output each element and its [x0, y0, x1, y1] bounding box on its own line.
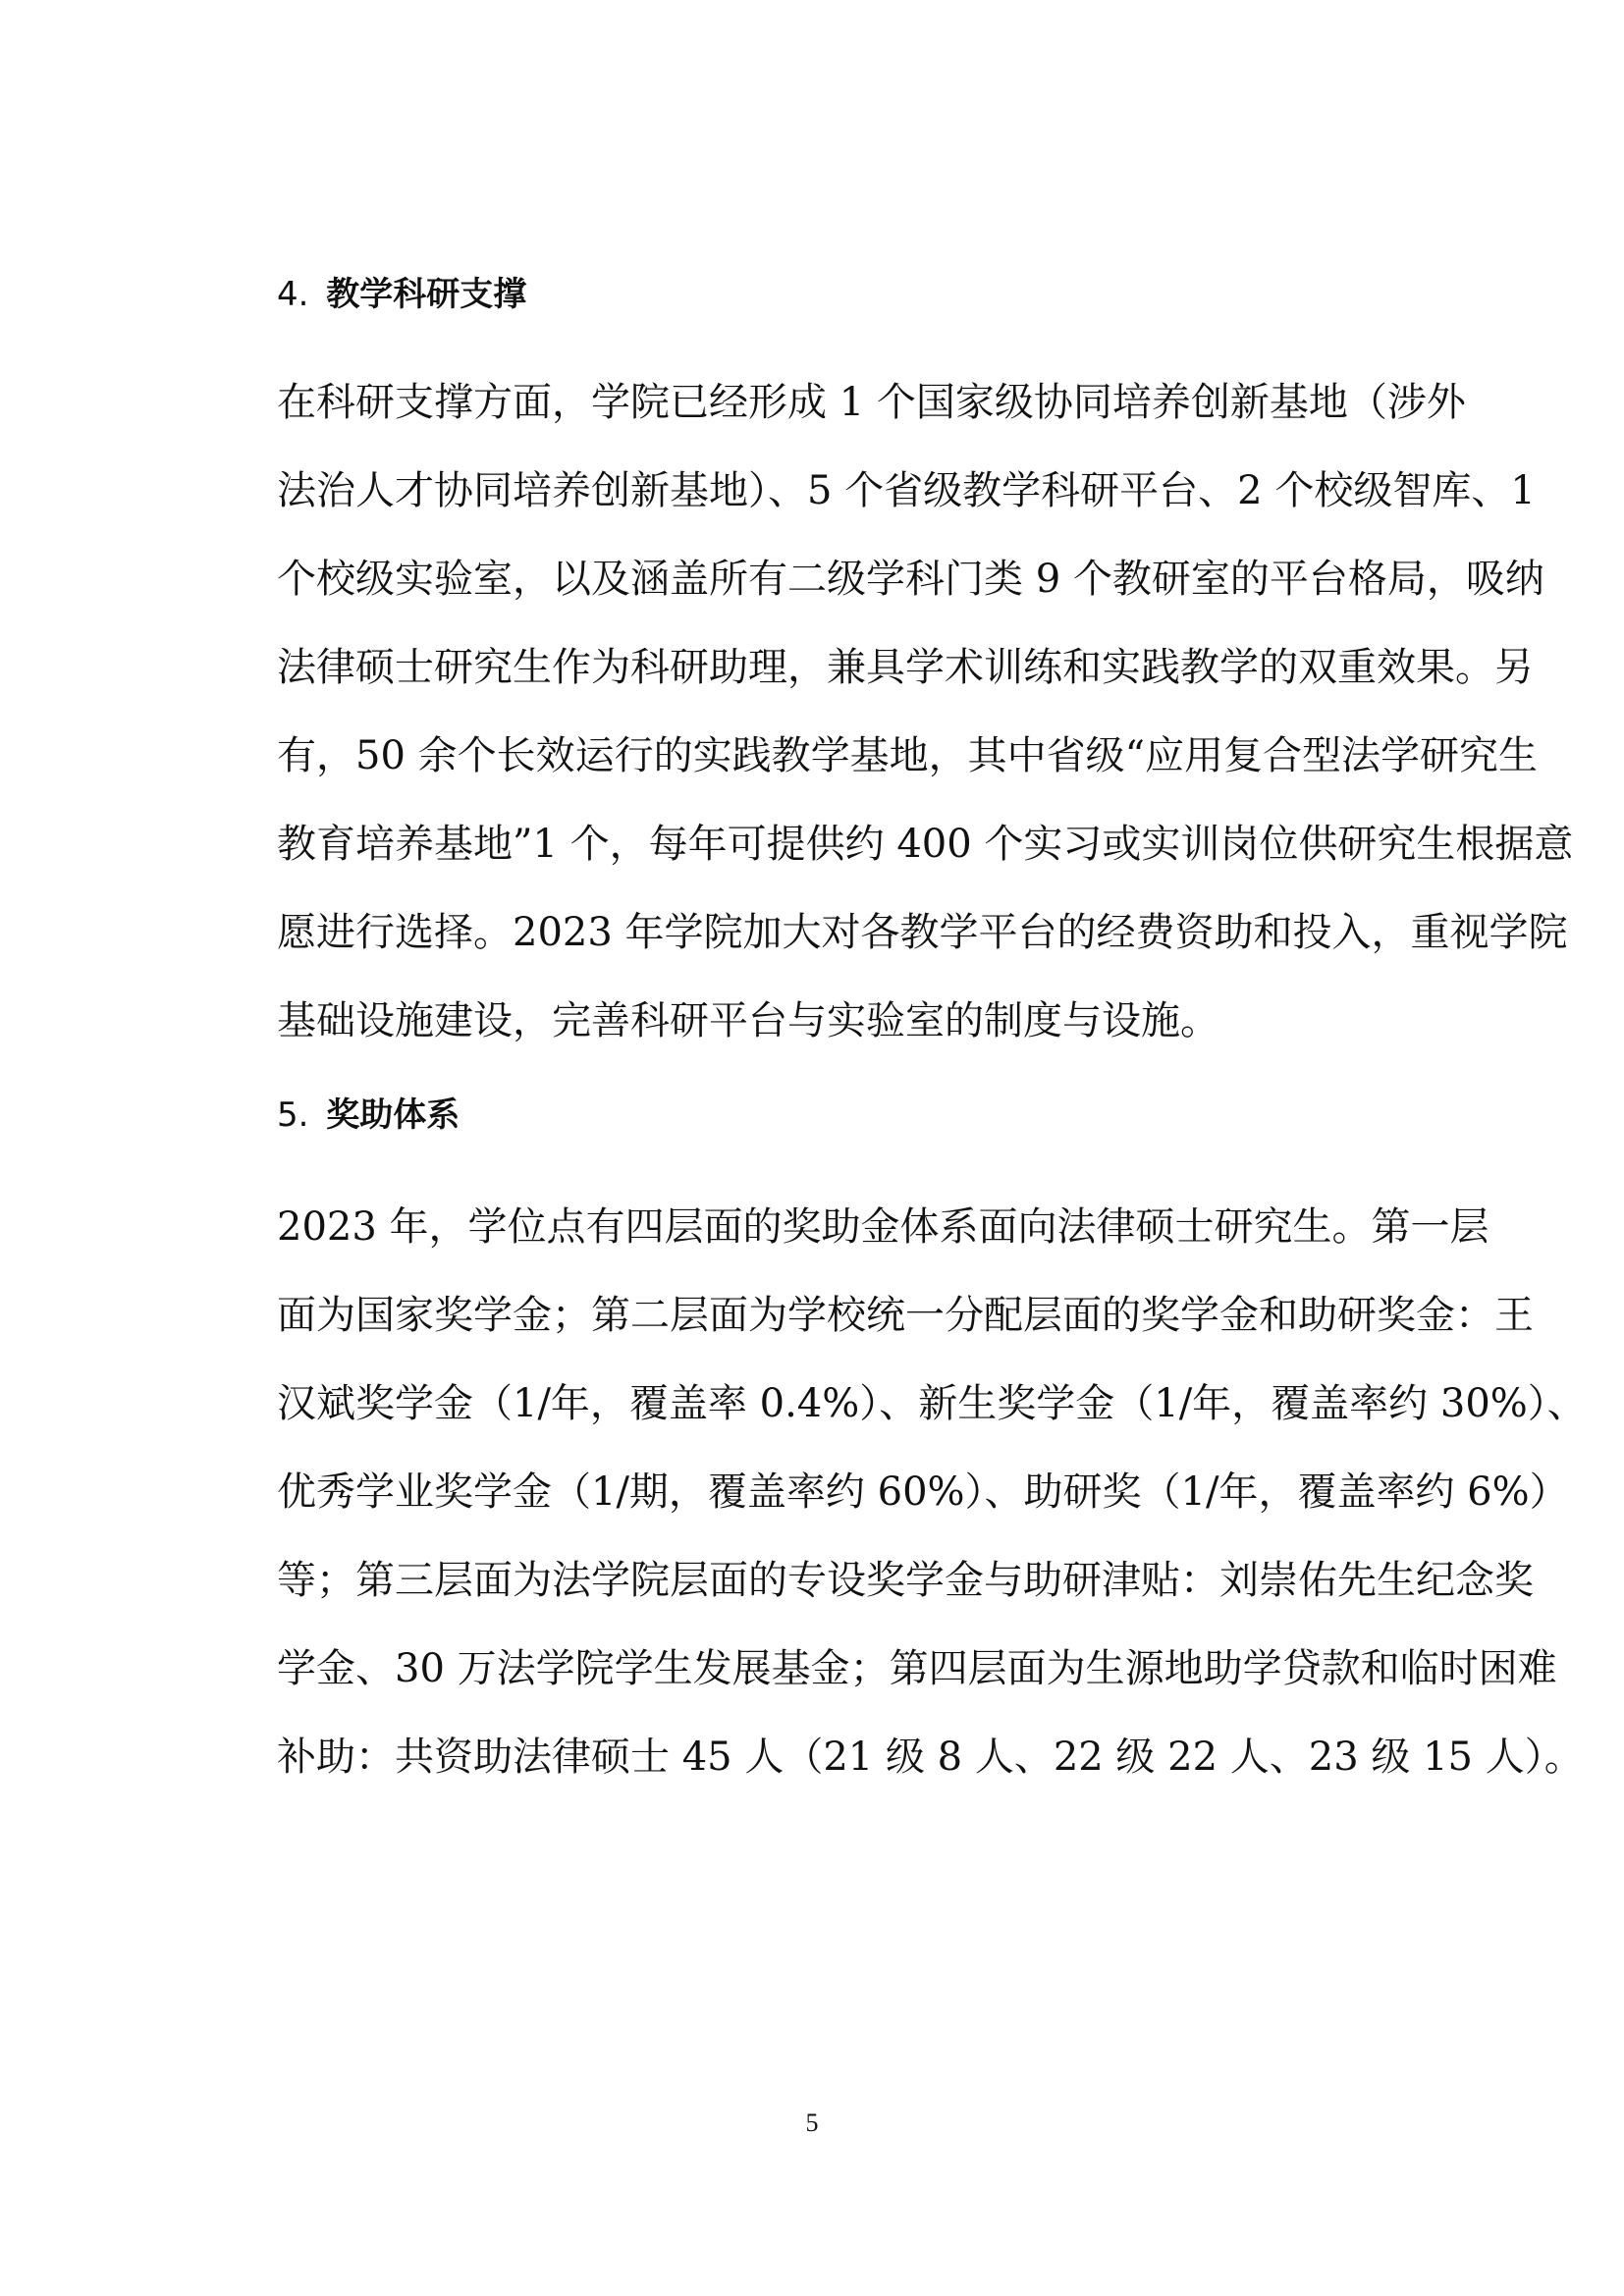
section-4-title: 教学科研支撑 [326, 275, 527, 314]
section-4-line: 有，50 余个长效运行的实践教学基地，其中省级“应用复合型法学研究生 [277, 733, 1539, 778]
section-4-line: 个校级实验室，以及涵盖所有二级学科门类 9 个教研室的平台格局，吸纳 [277, 557, 1544, 602]
page-number: 5 [805, 2109, 819, 2137]
section-4-number: 4. [277, 275, 309, 314]
section-5-line: 补助：共资助法律硕士 45 人（21 级 8 人、22 级 22 人、23 级 15 人）。 [277, 1735, 1584, 1780]
section-4-line: 法律硕士研究生作为科研助理，兼具学术训练和实践教学的双重效果。另 [277, 645, 1534, 690]
section-4-line: 愿进行选择。2023 年学院加大对各教学平台的经费资助和投入，重视学院 [277, 910, 1568, 955]
section-5-line: 面为国家奖学金；第二层面为学校统一分配层面的奖学金和助研奖金：王 [277, 1293, 1534, 1338]
section-5-line: 学金、30 万法学院学生发展基金；第四层面为生源地助学贷款和临时困难 [277, 1646, 1557, 1691]
section-4-paragraph [277, 358, 1574, 1065]
section-5-title: 奖助体系 [326, 1095, 460, 1135]
section-4-line: 法治人才协同培养创新基地）、5 个省级教学科研平台、2 个校级智库、1 [277, 468, 1536, 513]
section-5-line: 优秀学业奖学金（1/期，覆盖率约 60%）、助研奖（1/年，覆盖率约 6%） [277, 1469, 1569, 1515]
section-5-line: 汉斌奖学金（1/年，覆盖率 0.4%）、新生奖学金（1/年，覆盖率约 30%）、 [277, 1381, 1587, 1426]
section-4-line: 基础设施建设，完善科研平台与实验室的制度与设施。 [277, 998, 1219, 1043]
section-5-line: 等；第三层面为法学院层面的专设奖学金与助研津贴：刘崇佑先生纪念奖 [277, 1558, 1534, 1603]
section-4-line: 在科研支撑方面，学院已经形成 1 个国家级协同培养创新基地（涉外 [277, 380, 1466, 425]
section-4-line: 教育培养基地”1 个，每年可提供约 400 个实习或实训岗位供研究生根据意 [277, 822, 1574, 867]
section-4-heading [277, 271, 526, 318]
section-5-line: 2023 年，学位点有四层面的奖助金体系面向法律硕士研究生。第一层 [277, 1204, 1489, 1250]
section-5-heading [277, 1092, 460, 1139]
section-5-number: 5. [277, 1095, 309, 1135]
section-5-paragraph [277, 1183, 1587, 1801]
